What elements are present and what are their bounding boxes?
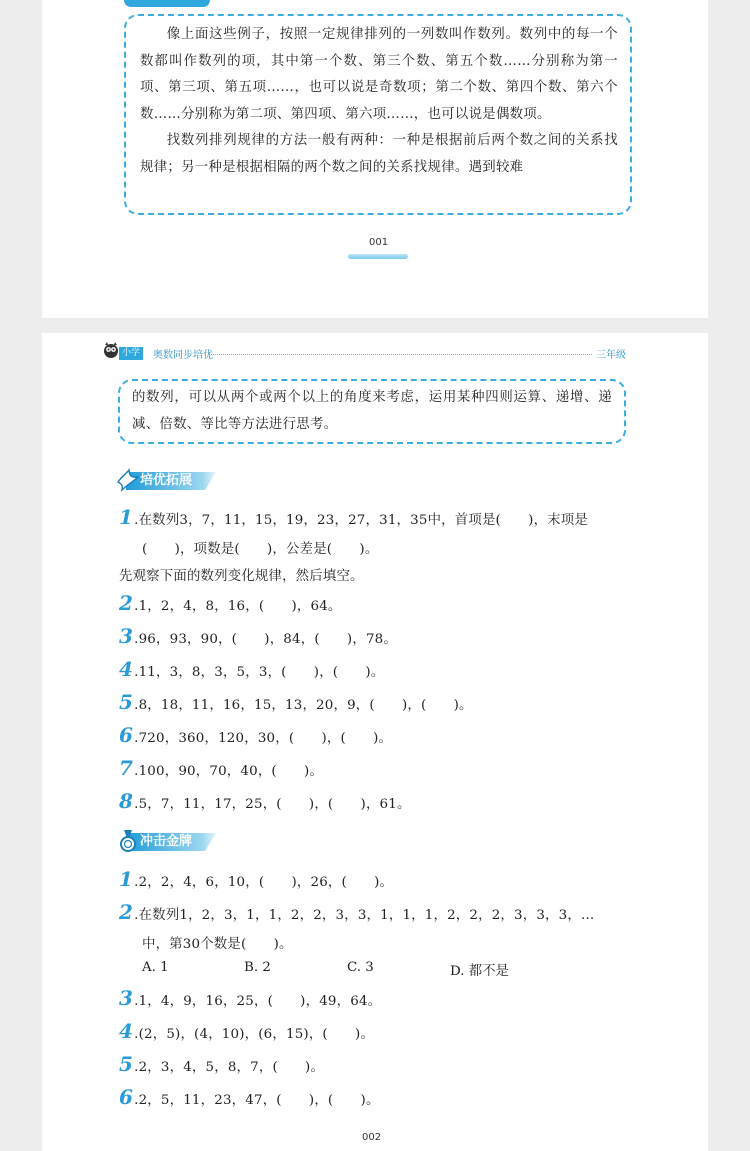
concept-paragraph-1: 像上面这些例子，按照一定规律排列的一列数叫作数列。数列中的每一个数都叫作数列的项，其中第一个数、第三个数、第五个数……分别称为第一项、第三项、第五项……，也可以说是奇数项；第二个数、第四个数、第六个数……分别称为第二项、第四项、第六项……，也可以说是偶数项。 (140, 27, 618, 122)
question-text: .8，18，11，16，15，13，20，9，( )，( )。 (134, 698, 473, 713)
question-text: .1，4，9，16，25，( )，49，64。 (134, 994, 382, 1009)
question-4 (119, 657, 384, 681)
question-number: 3 (119, 624, 134, 648)
question-5 (119, 690, 473, 714)
question-text: .5，7，11，17，25，( )，( )，61。 (134, 797, 411, 812)
question-number: 3 (119, 986, 134, 1010)
question-3 (119, 624, 397, 648)
question-text: .在数列1，2，3，1，1，2，2，3，3，1，1，1，2，2，2，3，3，3，… (134, 908, 595, 923)
page-number: 002 (362, 1132, 382, 1143)
question-text: .11，3，8，3，5，3，( )，( )。 (134, 665, 385, 680)
option-c: C. 3 (347, 960, 374, 975)
question-number: 4 (119, 657, 134, 681)
section-banner-gold (116, 829, 220, 853)
question-text: .96，93，90，( )，84，( )，78。 (134, 632, 397, 647)
question-6 (119, 723, 392, 747)
option-a: A. 1 (142, 960, 169, 975)
question-number: 2 (119, 591, 134, 615)
gold-question-1 (119, 867, 393, 891)
page-number: 001 (369, 237, 389, 248)
header-tag: 小学 (119, 347, 143, 360)
question-number: 2 (119, 900, 134, 924)
header-grade: 三年级 (596, 350, 626, 361)
question-8 (119, 789, 411, 813)
page-number-underline (348, 254, 408, 259)
continued-box (118, 379, 626, 444)
gold-question-4 (119, 1019, 374, 1043)
page-001 (42, 0, 708, 318)
header-title: 奥数同步培优 (153, 350, 213, 361)
section-title: 冲击金牌 (140, 834, 193, 849)
question-2 (119, 591, 342, 615)
question-number: 4 (119, 1019, 134, 1043)
question-text: .2，3，4，5，8，7，( )。 (134, 1060, 325, 1075)
bird-icon (116, 468, 140, 492)
concept-paragraph-2: 找数列排列规律的方法一般有两种：一种是根据前后两个数之间的关系找规律；另一种是根据相隔的两个数之间的关系找规律。遇到较难 (140, 133, 618, 175)
question-text: .720，360，120，30，( )，( )。 (134, 731, 393, 746)
page-header (102, 339, 626, 363)
question-number: 6 (119, 723, 134, 747)
owl-icon (102, 341, 120, 359)
section-tab (124, 0, 210, 7)
gold-question-2 (119, 900, 595, 924)
question-7 (119, 756, 323, 780)
question-number: 7 (119, 756, 134, 780)
question-number: 1 (119, 505, 134, 529)
question-number: 1 (119, 867, 134, 891)
question-number: 6 (119, 1085, 134, 1109)
section-title: 培优拓展 (140, 473, 193, 488)
gold-question-3 (119, 986, 381, 1010)
gold-question-2-cont: 中，第30个数是( )。 (142, 937, 293, 952)
gold-question-5 (119, 1052, 324, 1076)
gold-question-6 (119, 1085, 380, 1109)
instruction-text: 先观察下面的数列变化规律，然后填空。 (119, 569, 364, 584)
option-d: D. 都不是 (450, 964, 509, 979)
question-number: 8 (119, 789, 134, 813)
medal-icon (116, 829, 140, 853)
header-divider (208, 354, 592, 355)
question-text: .在数列3，7，11，15，19，23，27，31，35中，首项是( )，末项是 (134, 513, 588, 528)
question-number: 5 (119, 1052, 134, 1076)
question-text: .1，2，4，8，16，( )，64。 (134, 599, 342, 614)
question-text: .2，2，4，6，10，( )，26，( )。 (134, 875, 394, 890)
continued-text: 的数列，可以从两个或两个以上的角度来考虑，运用某种四则运算、递增、递减、倍数、等比等方法进行思考。 (132, 390, 612, 432)
concept-text (140, 22, 618, 182)
section-banner-improve (116, 468, 220, 492)
option-b: B. 2 (244, 960, 271, 975)
concept-box (124, 14, 632, 215)
page-002 (42, 333, 708, 1151)
question-text: .2，5，11，23，47，( )，( )。 (134, 1093, 380, 1108)
question-text: .100，90，70，40，( )。 (134, 764, 324, 779)
question-1 (119, 505, 588, 529)
question-number: 5 (119, 690, 134, 714)
question-1-cont: ( )，项数是( )，公差是( )。 (142, 542, 379, 557)
question-text: .(2，5)，(4，10)，(6，15)，( )。 (134, 1027, 375, 1042)
